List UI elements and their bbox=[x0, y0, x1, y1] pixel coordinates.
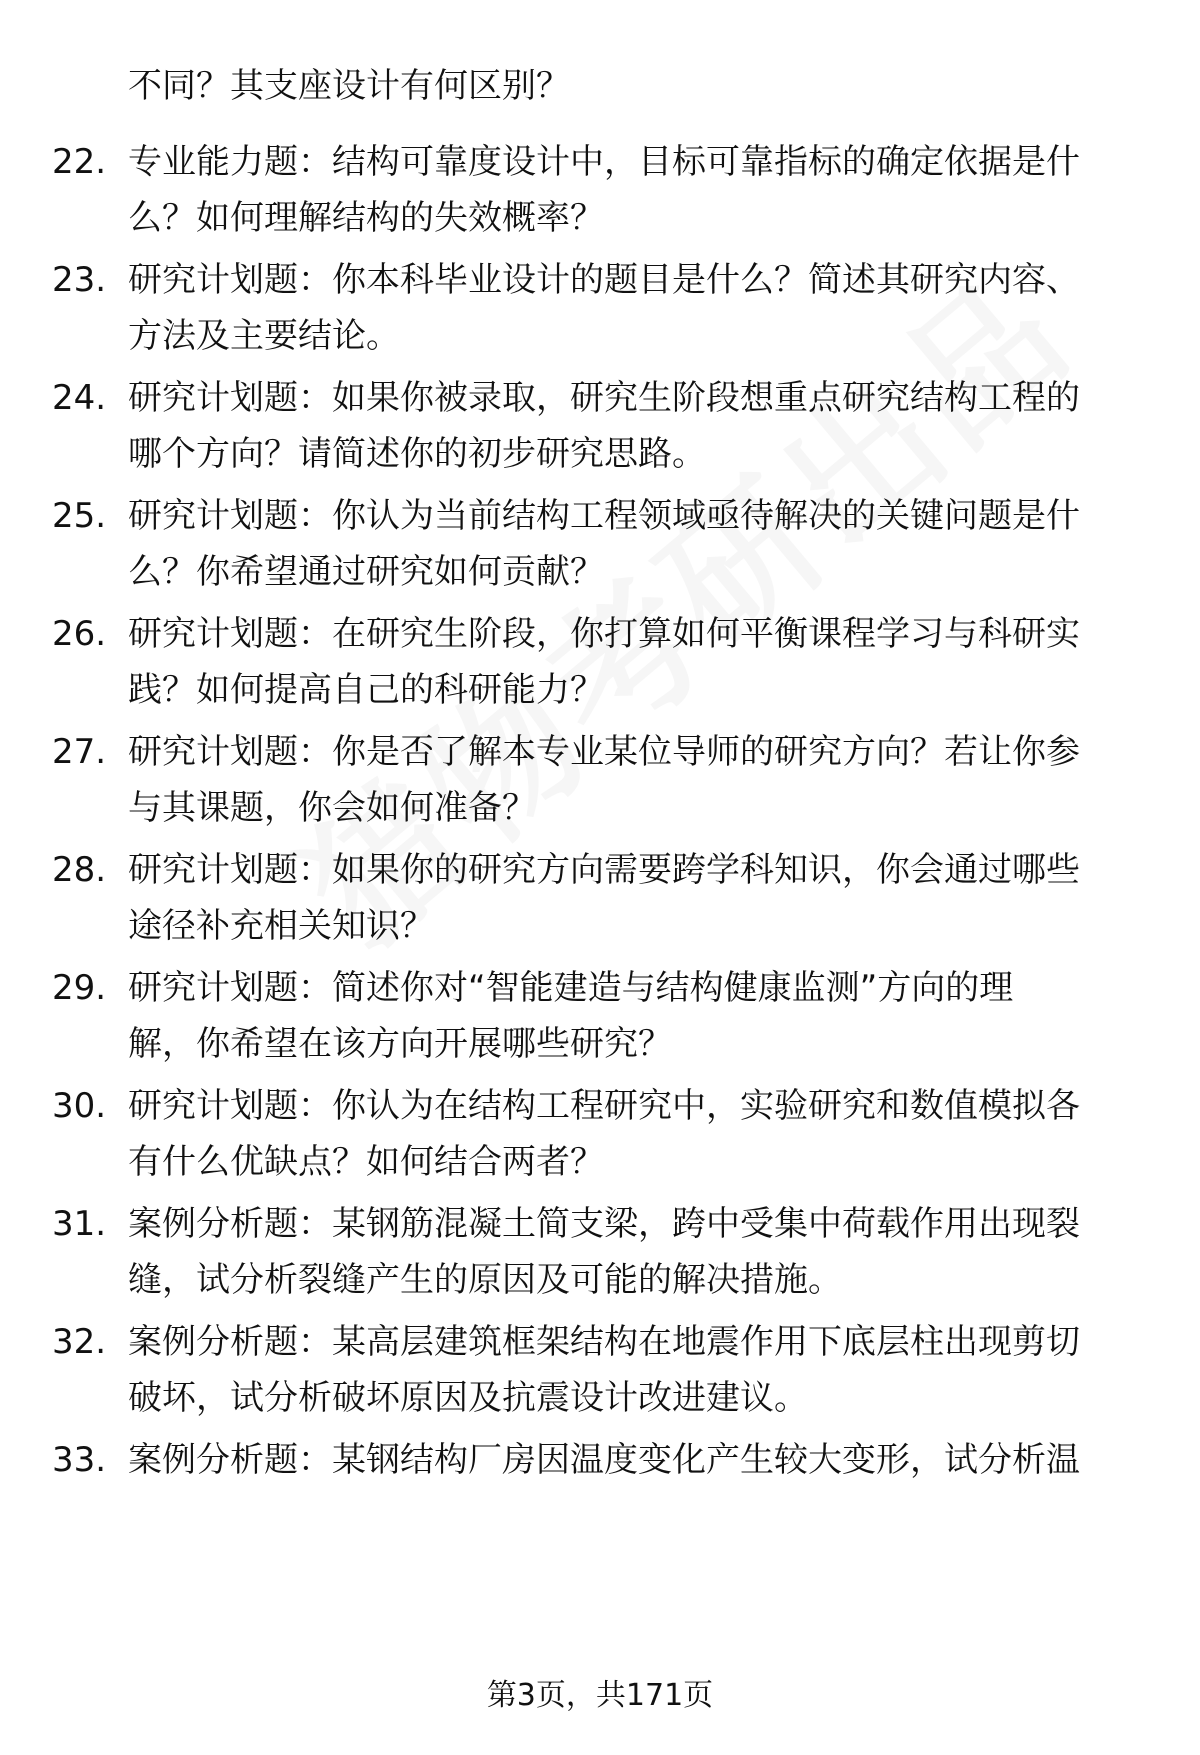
question-number: 24. bbox=[52, 378, 107, 418]
question-text: 案例分析题：某高层建筑框架结构在地震作用下底层柱出现剪切 破坏，试分析破坏原因及抗震设计改进建议。 bbox=[128, 1322, 1080, 1418]
question-text: 研究计划题：如果你被录取，研究生阶段想重点研究结构工程的 哪个方向？请简述你的初步研究思路。 bbox=[128, 378, 1080, 474]
question-text: 研究计划题：你认为当前结构工程领域亟待解决的关键问题是什 么？你希望通过研究如何贡献？ bbox=[128, 496, 1080, 592]
question-number: 32. bbox=[52, 1322, 107, 1362]
question-number: 23. bbox=[52, 260, 107, 300]
question-text: 研究计划题：你本科毕业设计的题目是什么？简述其研究内容、 方法及主要结论。 bbox=[128, 260, 1080, 356]
question-number: 33. bbox=[52, 1440, 107, 1480]
question-text: 案例分析题：某钢筋混凝土简支梁，跨中受集中荷载作用出现裂 缝，试分析裂缝产生的原因及可能的解决措施。 bbox=[128, 1204, 1080, 1300]
question-text: 研究计划题：你是否了解本专业某位导师的研究方向？若让你参 与其课题，你会如何准备？ bbox=[128, 732, 1080, 828]
continued-text: 不同？其支座设计有何区别？ bbox=[128, 66, 570, 106]
question-number: 22. bbox=[52, 142, 107, 182]
question-text: 研究计划题：在研究生阶段，你打算如何平衡课程学习与科研实 践？如何提高自己的科研能力？ bbox=[128, 614, 1080, 710]
question-number: 27. bbox=[52, 732, 107, 772]
question-text: 专业能力题：结构可靠度设计中，目标可靠指标的确定依据是什 么？如何理解结构的失效概率？ bbox=[128, 142, 1080, 238]
question-text: 研究计划题：简述你对“智能建造与结构健康监测”方向的理 解，你希望在该方向开展哪些研究？ bbox=[128, 968, 1014, 1064]
question-number: 28. bbox=[52, 850, 107, 890]
question-text: 研究计划题：你认为在结构工程研究中，实验研究和数值模拟各 有什么优缺点？如何结合两者？ bbox=[128, 1086, 1080, 1182]
question-text: 案例分析题：某钢结构厂房因温度变化产生较大变形，试分析温 bbox=[128, 1440, 1080, 1480]
question-number: 25. bbox=[52, 496, 107, 536]
page-footer: 第3页，共171页 bbox=[486, 1678, 714, 1713]
question-number: 30. bbox=[52, 1086, 107, 1126]
question-number: 29. bbox=[52, 968, 107, 1008]
question-number: 31. bbox=[52, 1204, 107, 1244]
question-text: 研究计划题：如果你的研究方向需要跨学科知识，你会通过哪些 途径补充相关知识？ bbox=[128, 850, 1080, 946]
question-number: 26. bbox=[52, 614, 107, 654]
